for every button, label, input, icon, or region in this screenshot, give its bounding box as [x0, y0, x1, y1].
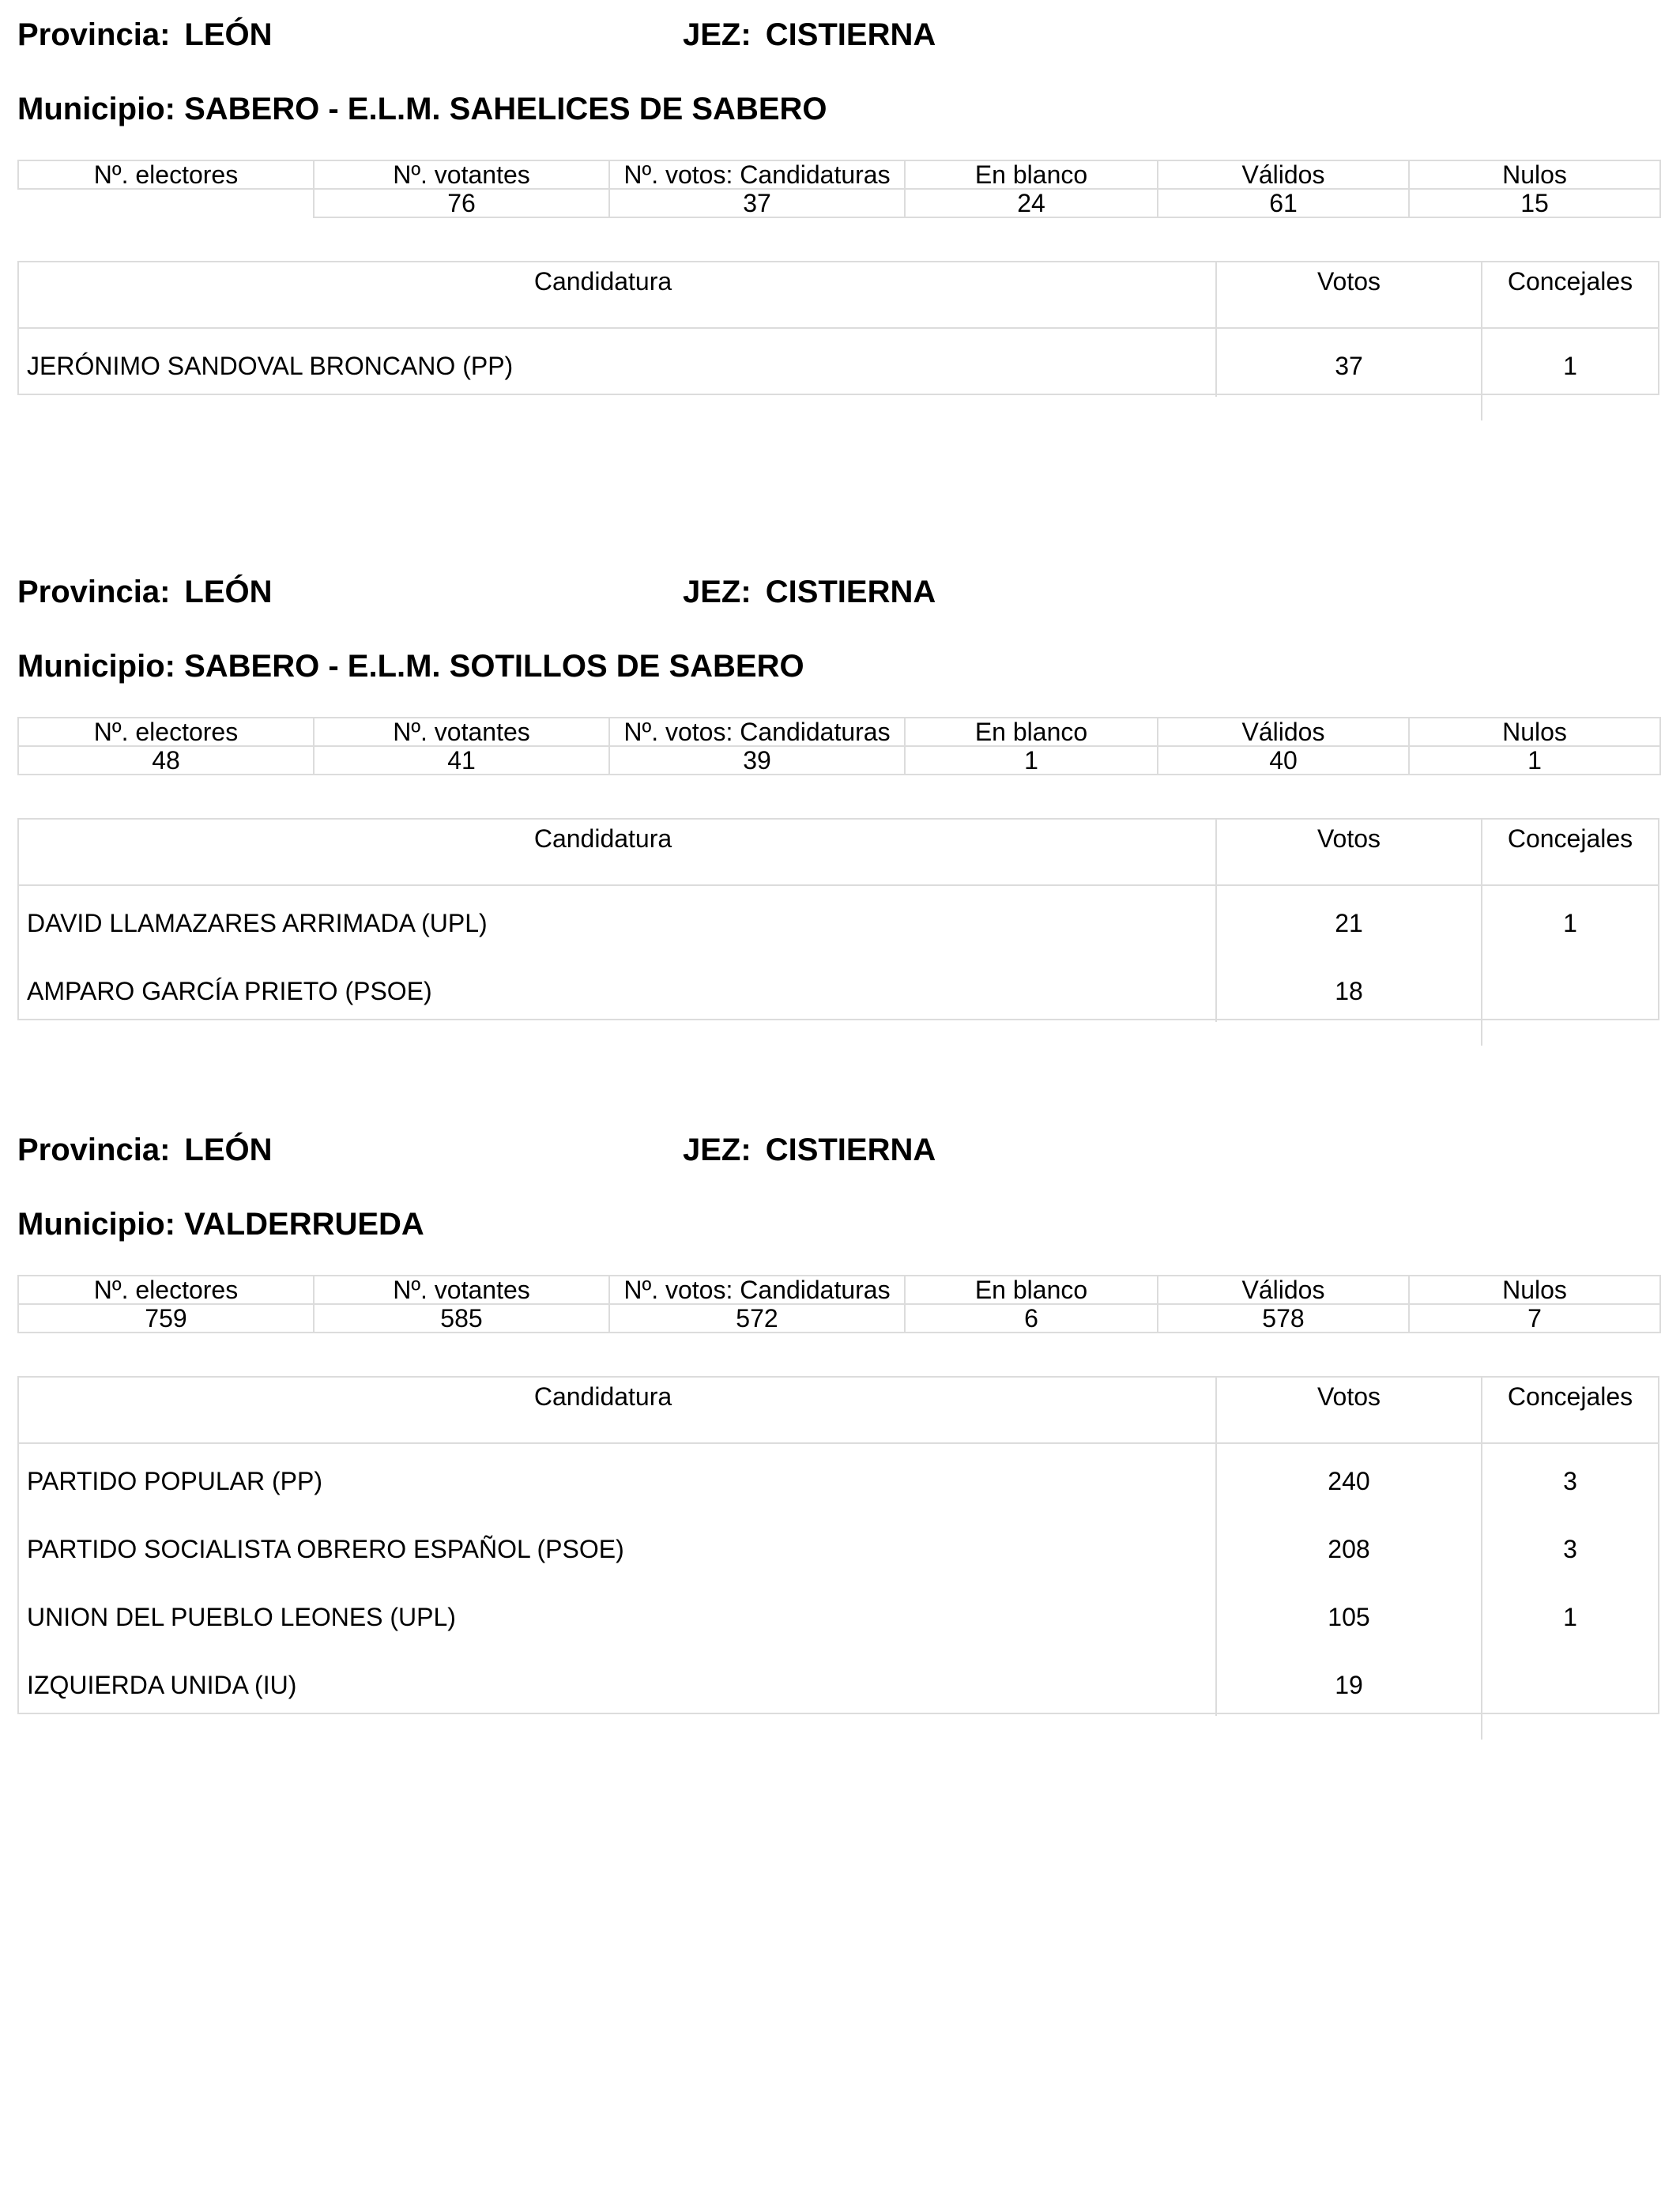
municipio-value: SABERO - E.L.M. SOTILLOS DE SABERO [184, 649, 804, 684]
municipio-heading [17, 1205, 424, 1243]
provincia-heading [17, 16, 273, 54]
stats-header-row [18, 718, 1660, 746]
candidates-body [19, 886, 1658, 1046]
candidate-name: JERÓNIMO SANDOVAL BRONCANO (PP) [27, 352, 514, 380]
stat-value: 41 [314, 746, 609, 775]
candidate-name: PARTIDO POPULAR (PP) [27, 1467, 322, 1495]
jez-heading [683, 573, 936, 611]
stat-header: Nulos [1409, 160, 1660, 189]
stat-value [18, 189, 314, 217]
municipio-heading [17, 90, 827, 128]
candidate-concejales: 1 [1563, 352, 1577, 380]
stats-table [17, 160, 1661, 218]
municipio-value: SABERO - E.L.M. SAHELICES DE SABERO [184, 92, 827, 126]
stat-header: Válidos [1158, 160, 1409, 189]
stat-header: Nº. electores [18, 160, 314, 189]
candidate-concejales: 1 [1563, 1603, 1577, 1631]
stat-value: 1 [1409, 746, 1660, 775]
stat-value: 1 [905, 746, 1158, 775]
candidate-votos: 240 [1328, 1467, 1370, 1495]
stat-value: 48 [18, 746, 314, 775]
candidatura-header: Candidatura [533, 267, 672, 296]
votos-header: Votos [1215, 820, 1481, 884]
municipio-label: Municipio: [17, 92, 175, 126]
candidate-votos: 21 [1335, 909, 1363, 937]
stat-value: 7 [1409, 1304, 1660, 1333]
municipio-label: Municipio: [17, 649, 175, 684]
jez-heading [683, 1131, 936, 1169]
stat-value: 578 [1158, 1304, 1409, 1333]
stats-table [17, 717, 1661, 775]
stat-header: Nulos [1409, 718, 1660, 746]
candidate-name: AMPARO GARCÍA PRIETO (PSOE) [27, 977, 432, 1005]
municipio-heading [17, 647, 804, 685]
stat-header: Nº. electores [18, 718, 314, 746]
stats-header-row [18, 1276, 1660, 1304]
stat-header: Nº. votantes [314, 718, 609, 746]
candidate-votos: 18 [1335, 977, 1363, 1005]
candidates-header-row [19, 262, 1658, 329]
candidate-votos: 105 [1328, 1603, 1370, 1631]
stat-header: Nº. votos: Candidaturas [609, 1276, 905, 1304]
jez-label: JEZ: [683, 1133, 751, 1167]
stat-value: 37 [609, 189, 905, 217]
stat-value: 40 [1158, 746, 1409, 775]
municipio-value: VALDERRUEDA [184, 1207, 424, 1242]
concejales-header: Concejales [1481, 820, 1658, 884]
stat-value: 15 [1409, 189, 1660, 217]
municipio-label: Municipio: [17, 1207, 175, 1242]
candidate-name: DAVID LLAMAZARES ARRIMADA (UPL) [27, 909, 488, 937]
stat-header: Nº. votos: Candidaturas [609, 718, 905, 746]
jez-label: JEZ: [683, 575, 751, 609]
stat-value: 585 [314, 1304, 609, 1333]
candidatura-header: Candidatura [533, 1382, 672, 1411]
provincia-label: Provincia: [17, 575, 171, 609]
candidate-concejales [1482, 978, 1658, 1046]
provincia-label: Provincia: [17, 17, 171, 52]
candidates-header-row [19, 820, 1658, 886]
stat-header: Nº. votantes [314, 160, 609, 189]
stats-value-row [18, 189, 1660, 217]
stat-header: Válidos [1158, 718, 1409, 746]
candidates-table [17, 818, 1659, 1020]
jez-value: CISTIERNA [765, 1133, 936, 1167]
provincia-label: Provincia: [17, 1133, 171, 1167]
provincia-value: LEÓN [184, 1133, 273, 1167]
candidates-table [17, 1376, 1659, 1714]
stat-value: 39 [609, 746, 905, 775]
stats-value-row [18, 746, 1660, 775]
provincia-heading [17, 573, 273, 611]
stat-header: Nº. electores [18, 1276, 314, 1304]
candidate-concejales [1482, 1672, 1658, 1740]
stat-header: Nº. votantes [314, 1276, 609, 1304]
jez-label: JEZ: [683, 17, 751, 52]
stats-table [17, 1275, 1661, 1333]
stat-header: Nulos [1409, 1276, 1660, 1304]
stat-header: Válidos [1158, 1276, 1409, 1304]
provincia-heading [17, 1131, 273, 1169]
provincia-value: LEÓN [184, 575, 273, 609]
stats-header-row [18, 160, 1660, 189]
provincia-value: LEÓN [184, 17, 273, 52]
candidate-name: IZQUIERDA UNIDA (IU) [27, 1671, 297, 1699]
candidate-votos: 37 [1335, 352, 1363, 380]
candidates-table [17, 261, 1659, 395]
votos-header: Votos [1215, 1378, 1481, 1442]
stat-header: Nº. votos: Candidaturas [609, 160, 905, 189]
candidate-concejales: 3 [1563, 1535, 1577, 1563]
stat-header: En blanco [905, 718, 1158, 746]
candidate-concejales: 3 [1563, 1467, 1577, 1495]
stats-value-row [18, 1304, 1660, 1333]
stat-value: 6 [905, 1304, 1158, 1333]
stat-header: En blanco [905, 1276, 1158, 1304]
stat-value: 76 [314, 189, 609, 217]
votos-header: Votos [1215, 262, 1481, 327]
candidates-body [19, 329, 1658, 420]
candidates-header-row [19, 1378, 1658, 1444]
candidate-name: PARTIDO SOCIALISTA OBRERO ESPAÑOL (PSOE) [27, 1535, 624, 1563]
candidatura-header: Candidatura [533, 824, 672, 853]
concejales-header: Concejales [1481, 262, 1658, 327]
concejales-header: Concejales [1481, 1378, 1658, 1442]
stat-header: En blanco [905, 160, 1158, 189]
candidate-name: UNION DEL PUEBLO LEONES (UPL) [27, 1603, 456, 1631]
stat-value: 572 [609, 1304, 905, 1333]
stat-value: 24 [905, 189, 1158, 217]
stat-value: 61 [1158, 189, 1409, 217]
candidate-votos: 19 [1335, 1671, 1363, 1699]
stat-value: 759 [18, 1304, 314, 1333]
candidate-concejales: 1 [1563, 909, 1577, 937]
candidate-votos: 208 [1328, 1535, 1370, 1563]
jez-heading [683, 16, 936, 54]
jez-value: CISTIERNA [765, 17, 936, 52]
candidates-body [19, 1444, 1658, 1740]
jez-value: CISTIERNA [765, 575, 936, 609]
